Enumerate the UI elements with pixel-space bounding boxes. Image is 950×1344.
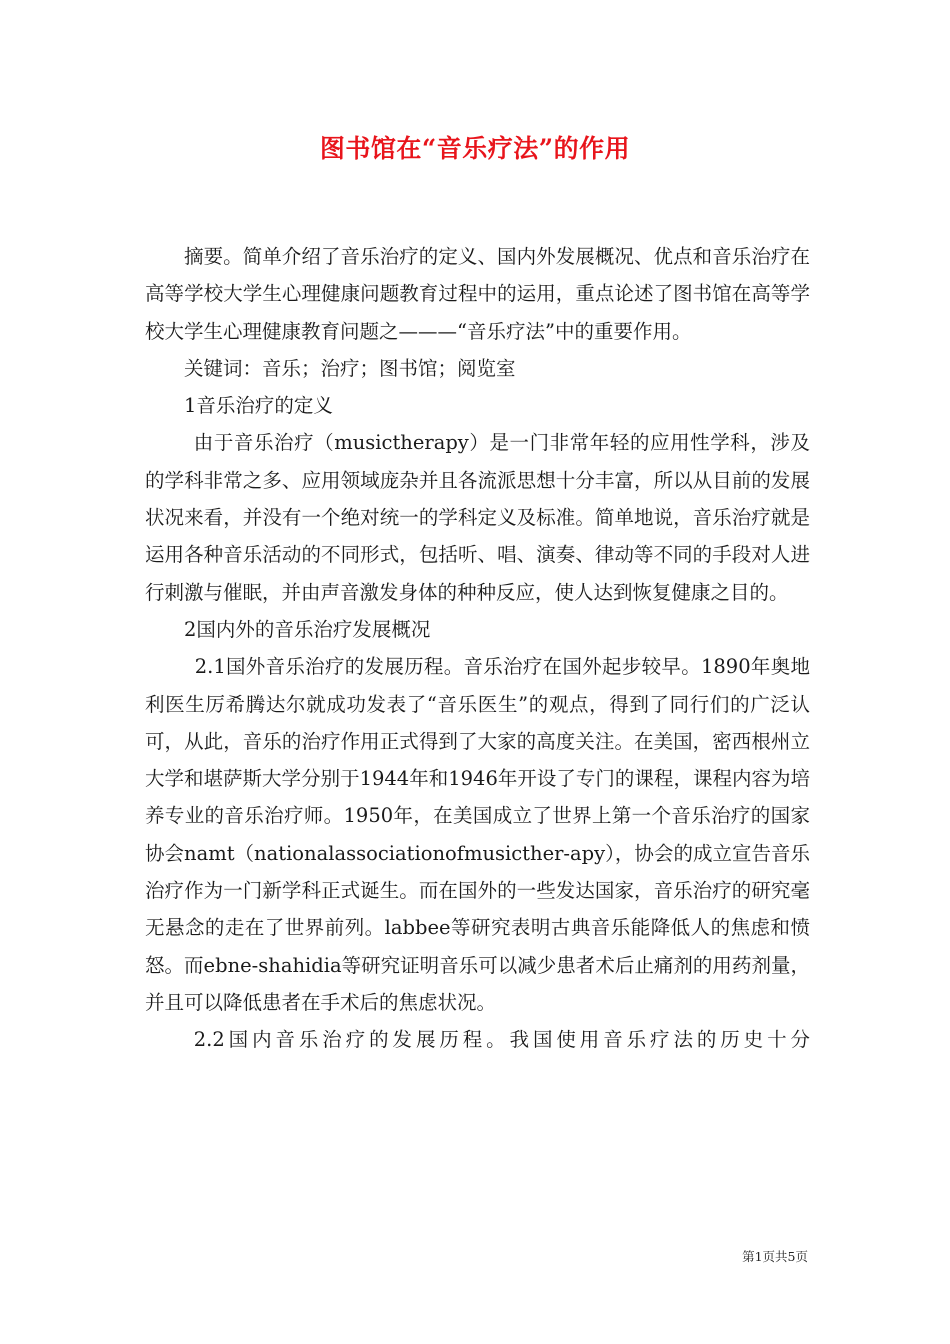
document-title: 图书馆在“音乐疗法”的作用	[319, 134, 631, 163]
definition-paragraph: 由于音乐治疗（musictherapy）是一门非常年轻的应用性学科，涉及的学科非常之多、应用领域庞杂并且各流派思想十分丰富，所以从目前的发展状况来看，并没有一个绝对统一的学科定义及标准。简单地说，音乐治疗就是运用各种音乐活动的不同形式，包括听、唱、演奏、律动等不同的手段对人进行刺激与催眠，并由声音激发身体的种种反应，使人达到恢复健康之目的。	[145, 431, 810, 604]
abstract-paragraph: 摘要。简单介绍了音乐治疗的定义、国内外发展概况、优点和音乐治疗在高等学校大学生心理健康问题教育过程中的运用，重点论述了图书馆在高等学校大学生心理健康教育问题之———“音乐疗法”中的重要作用。	[145, 245, 810, 343]
foreign-history-paragraph: 2.1国外音乐治疗的发展历程。音乐治疗在国外起步较早。1890年奥地利医生厉希腾达尔就成功发表了“音乐医生”的观点，得到了同行们的广泛认可，从此，音乐的治疗作用正式得到了大家的高度关注。在美国，密西根州立大学和堪萨斯大学分别于1944年和1946年开设了专门的课程，课程内容为培养专业的音乐治疗师。1950年，在美国成立了世界上第一个音乐治疗的国家协会namt（nationalassociationofmusicther-apy），协会的成立宣告音乐治疗作为一门新学科正式诞生。而在国外的一些发达国家，音乐治疗的研究毫无悬念的走在了世界前列。labbee等研究表明古典音乐能降低人的焦虑和愤怒。而ebne-shahidia等研究证明音乐可以减少患者术后止痛剂的用药剂量，并且可以降低患者在手术后的焦虑状况。	[145, 655, 810, 1014]
keywords-paragraph: 关键词：音乐；治疗；图书馆；阅览室	[184, 356, 516, 380]
section-heading-1: 1音乐治疗的定义	[184, 394, 333, 418]
domestic-history-paragraph: 2.2国内音乐治疗的发展历程。我国使用音乐疗法的历史十分	[193, 1028, 810, 1052]
section-heading-2: 2国内外的音乐治疗发展概况	[184, 617, 431, 641]
document-body	[145, 238, 810, 1059]
page-number-footer: 第1页共5页	[742, 1249, 808, 1264]
